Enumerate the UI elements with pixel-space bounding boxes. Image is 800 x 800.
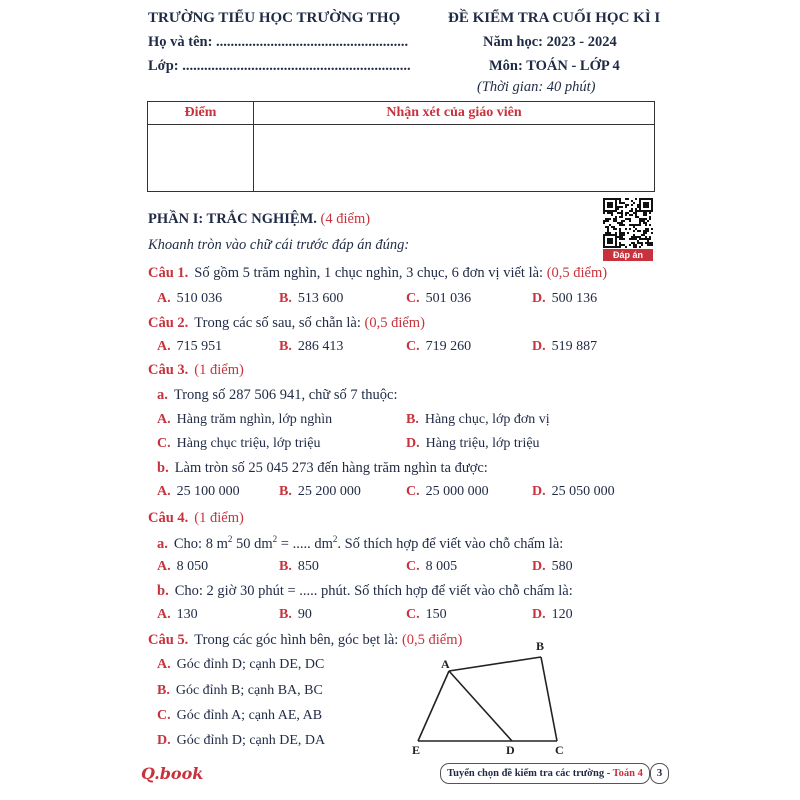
q1-option-a[interactable]: A. 510 036 [157,291,223,306]
page-number: 3 [650,763,669,784]
q3a-option-b[interactable]: B. Hàng chục, lớp đơn vị [406,412,550,427]
part1-instruction: Khoanh tròn vào chữ cái trước đáp án đúng: [148,237,410,253]
question-4 [148,510,244,527]
edge-ad [449,671,512,741]
q1-text: Số gồm 5 trăm nghìn, 1 chục nghìn, 3 chục, 6 đơn vị viết là: [194,265,544,281]
q3b-option-c[interactable]: C. 25 000 000 [406,484,489,499]
question-3 [148,362,244,379]
q2-label: Câu 2. [148,315,189,331]
q5-option-a[interactable]: A. Góc đỉnh D; cạnh DE, DC [157,657,325,672]
q5-option-b[interactable]: B. Góc đỉnh B; cạnh BA, BC [157,683,323,698]
q3b-option-d[interactable]: D. 25 050 000 [532,484,615,499]
q4-label: Câu 4. [148,510,189,526]
geometry-figure [405,635,585,755]
q4b-option-b[interactable]: B. 90 [279,607,312,622]
q5-label: Câu 5. [148,632,189,648]
q3a-option-c[interactable]: C. Hàng chục triệu, lớp triệu [157,436,321,451]
q1-option-c[interactable]: C. 501 036 [406,291,472,306]
q4-points: (1 điểm) [194,510,244,526]
q3b-stem: b. Làm tròn số 25 045 273 đến hàng trăm nghìn ta được: [157,460,488,476]
q4a-option-c[interactable]: C. 8 005 [406,559,458,574]
q5-points: (0,5 điểm) [401,632,463,648]
q4a-option-d[interactable]: D. 580 [532,559,573,574]
q3a-option-d[interactable]: D. Hàng triệu, lớp triệu [406,436,540,451]
label-c: C [555,743,564,755]
part1-heading [148,211,370,228]
label-e: E [412,743,421,755]
school-name: TRƯỜNG TIỂU HỌC TRƯỜNG THỌ [148,10,401,26]
q4b-stem: b. Cho: 2 giờ 30 phút = ..... phút. Số thích hợp để viết vào chỗ chấm là: [157,583,573,599]
q4a-option-a[interactable]: A. 8 050 [157,559,209,574]
q3a-option-a[interactable]: A. Hàng trăm nghìn, lớp nghìn [157,412,333,427]
label-b: B [536,639,545,653]
q2-option-a[interactable]: A. 715 951 [157,339,223,354]
q5-text: Trong các góc hình bên, góc bẹt là: [194,632,399,648]
label-a: A [441,657,450,671]
part1-title: PHẦN I: TRẮC NGHIỆM. [148,211,317,227]
question-1 [148,265,607,282]
score-table [147,101,655,192]
subject: Môn: TOÁN - LỚP 4 [489,58,620,74]
question-2 [148,315,425,332]
class-field: Lớp: ............................................................... [148,58,411,74]
q2-points: (0,5 điểm) [364,315,425,331]
exam-title: ĐỀ KIỂM TRA CUỐI HỌC KÌ I [448,10,661,26]
q3-label: Câu 3. [148,362,189,378]
part1-points: (4 điểm) [320,211,371,227]
school-year: Năm học: 2023 - 2024 [483,34,617,50]
edge-ab [449,657,541,671]
edge-ea [418,671,449,741]
exam-time: (Thời gian: 40 phút) [477,79,596,95]
q2-option-b[interactable]: B. 286 413 [279,339,344,354]
score-cell [148,125,254,192]
q4b-option-c[interactable]: C. 150 [406,607,447,622]
q3b-option-b[interactable]: B. 25 200 000 [279,484,361,499]
q4b-option-a[interactable]: A. 130 [157,607,198,622]
q1-option-d[interactable]: D. 500 136 [532,291,598,306]
label-d: D [506,743,515,755]
comment-header: Nhận xét của giáo viên [254,102,655,125]
q4b-option-d[interactable]: D. 120 [532,607,573,622]
q2-option-d[interactable]: D. 519 887 [532,339,598,354]
q4a-stem: a. Cho: 8 $m^2$ 50 $dm^2$ = ..... $dm^2$. Số thích hợp để viết vào chỗ chấm là: [157,534,564,552]
score-header: Điểm [148,102,254,125]
qr-code-icon[interactable] [603,198,653,248]
edge-bc [541,657,557,741]
q3b-option-a[interactable]: A. 25 100 000 [157,484,240,499]
name-field: Họ và tên: ..................................................... [148,34,409,50]
answer-caption: Đáp án [603,249,653,261]
q3-points: (1 điểm) [194,362,244,378]
q5-option-c[interactable]: C. Góc đỉnh A; cạnh AE, AB [157,708,323,723]
q1-option-b[interactable]: B. 513 600 [279,291,344,306]
q1-points: (0,5 điểm) [546,265,608,281]
q5-option-d[interactable]: D. Góc đỉnh D; cạnh DE, DA [157,733,326,748]
q3a-stem: a. Trong số 287 506 941, chữ số 7 thuộc: [157,387,398,403]
q4a-option-b[interactable]: B. 850 [279,559,319,574]
q1-label: Câu 1. [148,265,189,281]
footer-series: Tuyển chọn đề kiểm tra các trường - Toán 4 [440,763,650,784]
publisher-logo: Q.book [141,764,204,783]
q2-option-c[interactable]: C. 719 260 [406,339,472,354]
q2-text: Trong các số sau, số chẵn là: [194,315,361,331]
comment-cell [254,125,655,192]
